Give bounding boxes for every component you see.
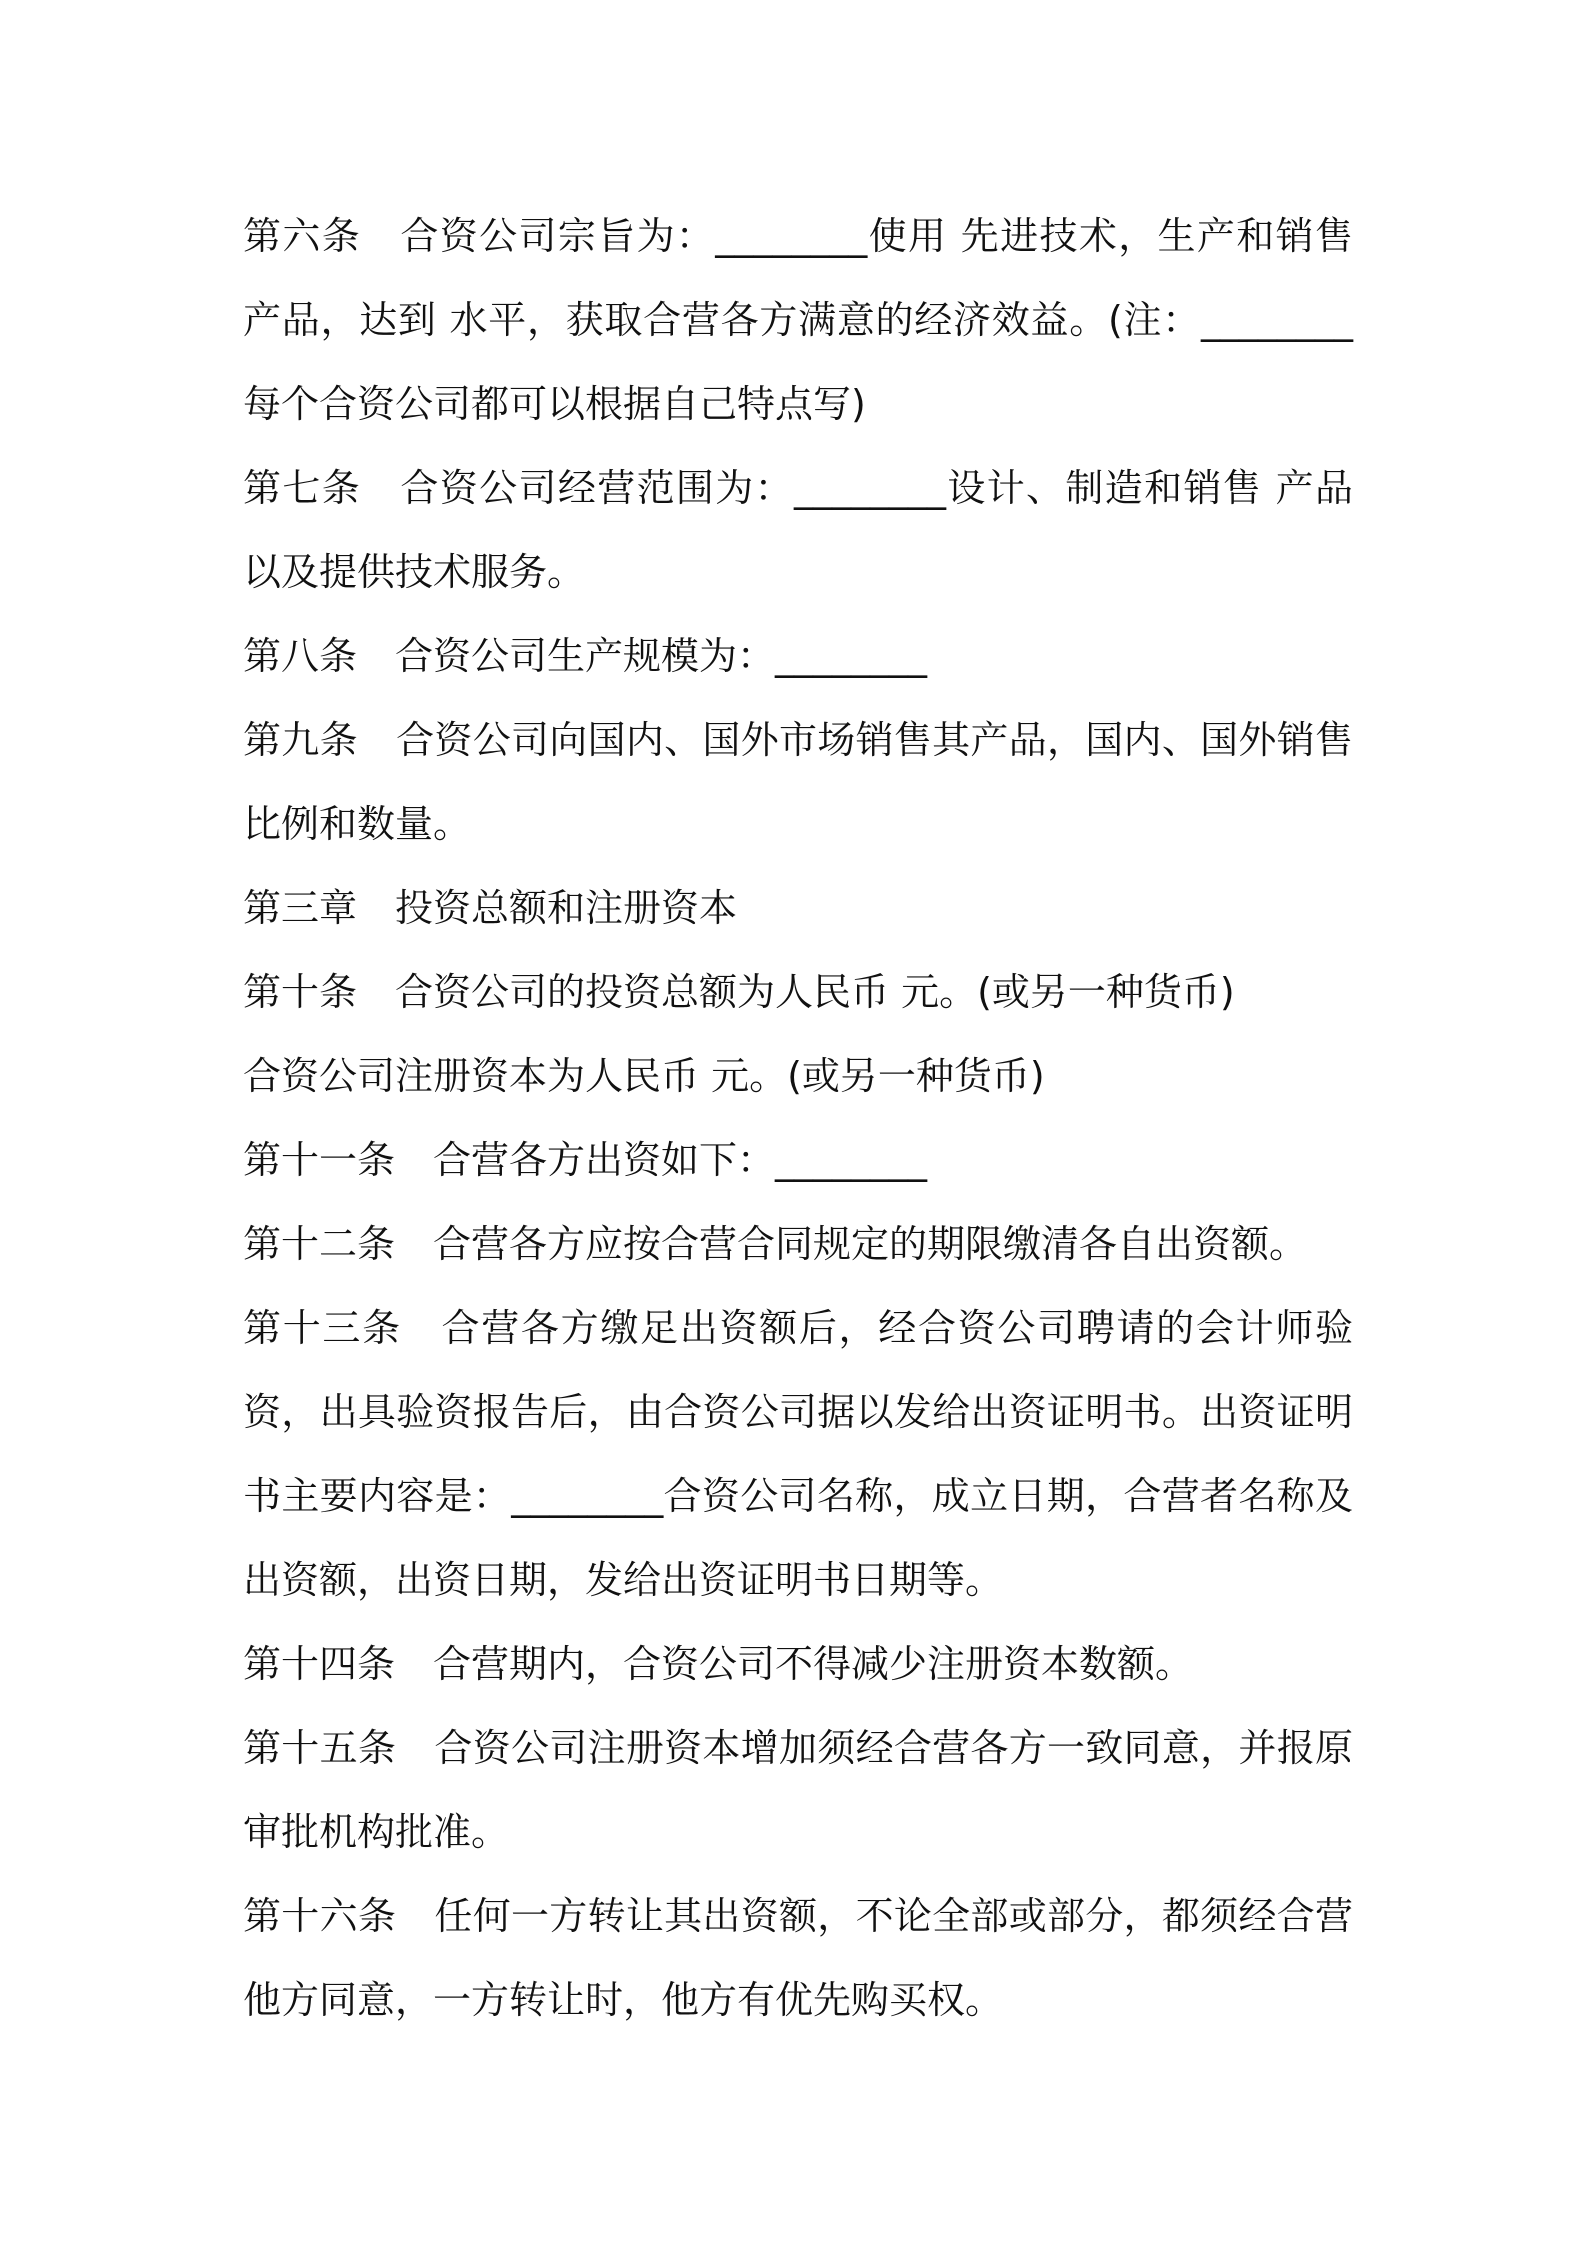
document-page bbox=[243, 194, 1366, 2042]
chapter-3-heading: 第三章 投资总额和注册资本 bbox=[243, 886, 738, 930]
article-8: 第八条 合资公司生产规模为：________ bbox=[243, 634, 928, 678]
article-12: 第十二条 合营各方应按合营合同规定的期限缴清各自出资额。 bbox=[243, 1222, 1308, 1266]
article-14: 第十四条 合营期内，合资公司不得减少注册资本数额。 bbox=[243, 1642, 1194, 1686]
article-16: 第十六条 任何一方转让其出资额，不论全部或部分，都须经合营他方同意，一方转让时，他方有优先购买权。 bbox=[243, 1894, 1353, 2022]
article-6: 第六条 合资公司宗旨为：________使用 先进技术，生产和销售 产品，达到 水平，获取合营各方满意的经济效益。(注：________每个合资公司都可以根据自己特点写) bbox=[243, 214, 1366, 426]
article-13: 第十三条 合营各方缴足出资额后，经合资公司聘请的会计师验资，出具验资报告后，由合资公司据以发给出资证明书。出资证明书主要内容是：________合资公司名称，成立日期，合营者名称及出资额，出资日期，发给出资证明书日期等。 bbox=[243, 1306, 1353, 1602]
article-7: 第七条 合资公司经营范围为：________设计、制造和销售 产品以及提供技术服务。 bbox=[243, 466, 1353, 594]
article-10: 第十条 合资公司的投资总额为人民币 元。(或另一种货币) bbox=[243, 970, 1235, 1014]
registered-capital-line: 合资公司注册资本为人民币 元。(或另一种货币) bbox=[243, 1054, 1045, 1098]
article-9: 第九条 合资公司向国内、国外市场销售其产品，国内、国外销售比例和数量。 bbox=[243, 718, 1353, 846]
article-15: 第十五条 合资公司注册资本增加须经合营各方一致同意，并报原审批机构批准。 bbox=[243, 1726, 1353, 1854]
article-11: 第十一条 合营各方出资如下：________ bbox=[243, 1138, 928, 1182]
